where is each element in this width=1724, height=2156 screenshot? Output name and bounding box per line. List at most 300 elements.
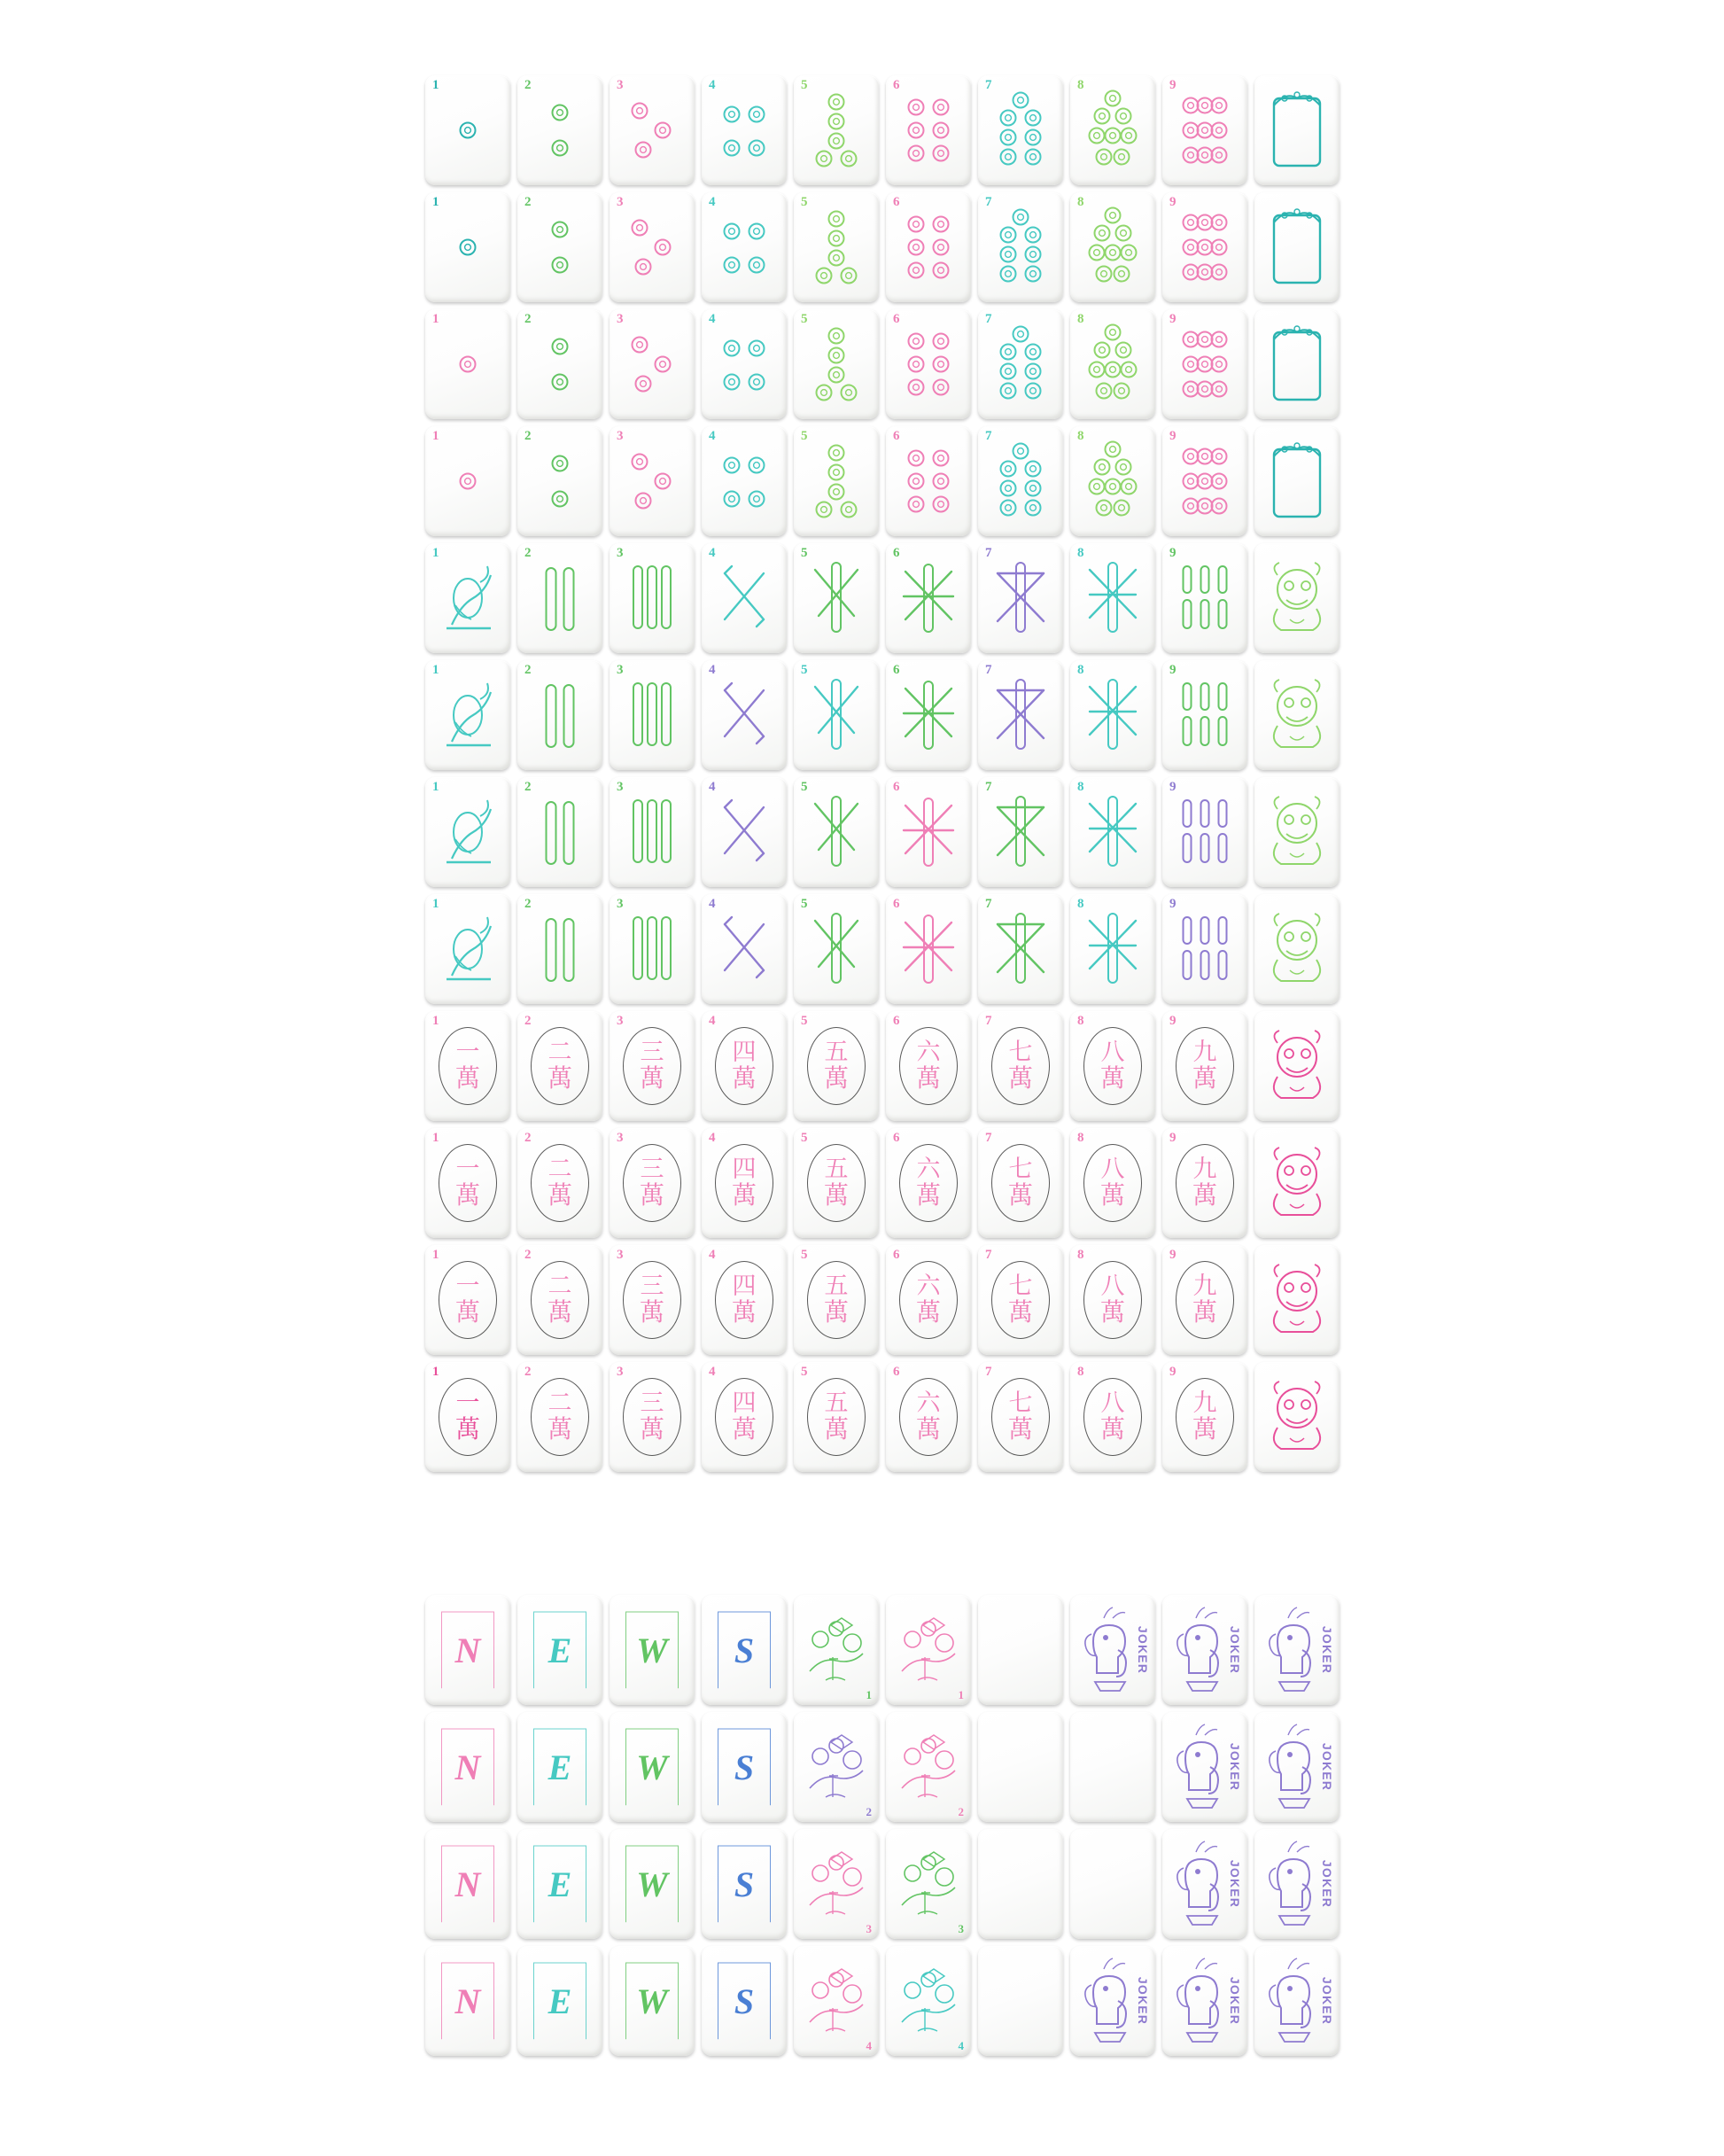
tile-blank-tile[interactable]	[978, 1595, 1063, 1705]
tile-number-label: 5	[801, 897, 808, 911]
tile-lion-dragon[interactable]	[1254, 660, 1340, 770]
tile-7-crak[interactable]	[978, 1245, 1063, 1355]
tile-blank-tile[interactable]	[978, 1829, 1063, 1939]
tile-green-dragon[interactable]	[1254, 192, 1340, 302]
crak-ring	[1176, 1378, 1234, 1456]
tile-south-wind[interactable]	[702, 1595, 787, 1705]
tile-5-dot[interactable]	[794, 426, 879, 536]
tile-face	[1070, 1712, 1155, 1822]
crak-top-character: 六	[916, 1039, 941, 1065]
tile-red-dragon-lion[interactable]	[1254, 1011, 1340, 1121]
crak-bottom-character: 萬	[731, 1182, 757, 1210]
tile-9-crak[interactable]	[1162, 1362, 1247, 1472]
tile-4-dot[interactable]	[702, 309, 787, 419]
tile-1-dot[interactable]	[425, 75, 510, 185]
tile-8-bam[interactable]	[1070, 894, 1155, 1004]
tile-number-label: 1	[432, 1248, 439, 1262]
tile-number-label: 2	[524, 1248, 532, 1262]
wind-banner	[625, 1963, 679, 2040]
tile-number-label: 3	[617, 429, 624, 443]
crak-top-character: 四	[732, 1039, 757, 1065]
crak-bottom-character: 萬	[454, 1065, 480, 1093]
tile-5-dot[interactable]	[794, 192, 879, 302]
tile-6-crak[interactable]	[886, 1128, 971, 1238]
crak-ring	[807, 1378, 866, 1456]
crak-ring	[715, 1144, 773, 1222]
crak-ring	[807, 1261, 866, 1339]
tile-flower-2[interactable]	[794, 1712, 879, 1822]
tile-west-wind[interactable]	[610, 1946, 695, 2056]
tile-9-bam[interactable]	[1162, 894, 1247, 1004]
tile-face	[1254, 1362, 1340, 1472]
joker-label: JOKER	[1228, 1625, 1242, 1675]
tile-number-label: 4	[709, 78, 716, 92]
tile-number-label: 8	[1077, 546, 1084, 560]
crak-ring	[807, 1027, 866, 1105]
tile-8-dot[interactable]	[1070, 309, 1155, 419]
tile-2-dot[interactable]	[517, 75, 602, 185]
crak-bottom-character: 萬	[1007, 1182, 1033, 1210]
tile-number-label: 6	[893, 429, 900, 443]
tile-2-dot[interactable]	[517, 309, 602, 419]
tile-number-label: 4	[709, 429, 716, 443]
tile-north-wind[interactable]	[425, 1595, 510, 1705]
crak-ring	[531, 1027, 589, 1105]
tile-red-dragon-lion[interactable]	[1254, 1128, 1340, 1238]
crak-ring	[1083, 1027, 1142, 1105]
tile-7-crak[interactable]	[978, 1128, 1063, 1238]
tile-number-label: 3	[617, 1014, 624, 1028]
tile-5-bam[interactable]	[794, 543, 879, 653]
crak-ring	[531, 1144, 589, 1222]
crak-bottom-character: 萬	[1007, 1065, 1033, 1093]
tile-number-label: 2	[524, 429, 532, 443]
tile-6-dot[interactable]	[886, 192, 971, 302]
tile-face	[702, 1712, 787, 1822]
tile-9-dot[interactable]	[1162, 75, 1247, 185]
tile-green-dragon[interactable]	[1254, 426, 1340, 536]
tile-2-crak[interactable]	[517, 1245, 602, 1355]
tile-face	[517, 1712, 602, 1822]
tile-east-wind[interactable]	[517, 1712, 602, 1822]
crak-bottom-character: 萬	[1099, 1416, 1125, 1444]
crak-bottom-character: 萬	[915, 1182, 941, 1210]
crak-top-character: 六	[916, 1156, 941, 1182]
crak-ring	[439, 1027, 497, 1105]
tile-7-dot[interactable]	[978, 426, 1063, 536]
tile-flower-4[interactable]	[794, 1946, 879, 2056]
wind-banner	[441, 1729, 494, 1806]
crak-bottom-character: 萬	[731, 1065, 757, 1093]
tile-east-wind[interactable]	[517, 1829, 602, 1939]
crak-top-character: 二	[547, 1389, 572, 1416]
tile-number-label: 7	[985, 429, 992, 443]
tile-face	[978, 1712, 1063, 1822]
tile-number-label: 9	[1169, 897, 1177, 911]
tile-joker[interactable]	[1070, 1946, 1155, 2056]
crak-top-character: 一	[455, 1039, 480, 1065]
crak-ring	[899, 1144, 958, 1222]
crak-ring	[1083, 1378, 1142, 1456]
tile-number-label: 9	[1169, 1131, 1177, 1145]
tile-red-dragon-lion[interactable]	[1254, 1362, 1340, 1472]
tile-4-bam[interactable]	[702, 543, 787, 653]
tile-face	[1070, 1829, 1155, 1939]
tile-3-crak[interactable]	[610, 1245, 695, 1355]
tile-4-bam[interactable]	[702, 894, 787, 1004]
crak-bottom-character: 萬	[915, 1299, 941, 1327]
crak-ring	[439, 1144, 497, 1222]
tile-5-crak[interactable]	[794, 1011, 879, 1121]
crak-bottom-character: 萬	[731, 1416, 757, 1444]
tile-4-crak[interactable]	[702, 1128, 787, 1238]
tile-number-label: 4	[709, 897, 716, 911]
tile-6-crak[interactable]	[886, 1245, 971, 1355]
tile-number-label: 3	[617, 1365, 624, 1379]
tile-number-label: 4	[709, 195, 716, 209]
tile-flower-2[interactable]	[886, 1712, 971, 1822]
crak-bottom-character: 萬	[1007, 1416, 1033, 1444]
crak-top-character: 一	[455, 1156, 480, 1182]
tile-face	[610, 1712, 695, 1822]
tile-joker[interactable]	[1254, 1946, 1340, 2056]
tile-lion-dragon[interactable]	[1254, 894, 1340, 1004]
crak-bottom-character: 萬	[823, 1182, 849, 1210]
tile-west-wind[interactable]	[610, 1712, 695, 1822]
tile-face	[610, 1829, 695, 1939]
tile-1-crak[interactable]	[425, 1128, 510, 1238]
tile-1-bam-bird[interactable]	[425, 660, 510, 770]
crak-bottom-character: 萬	[547, 1416, 572, 1444]
tile-number-label: 2	[524, 1365, 532, 1379]
tile-8-crak[interactable]	[1070, 1362, 1155, 1472]
tile-joker[interactable]	[1070, 1595, 1155, 1705]
tile-lion-dragon[interactable]	[1254, 777, 1340, 887]
tile-2-bam[interactable]	[517, 777, 602, 887]
crak-top-character: 九	[1192, 1273, 1217, 1299]
tile-blank-tile[interactable]	[1070, 1829, 1155, 1939]
tile-3-bam[interactable]	[610, 660, 695, 770]
crak-ring	[1083, 1144, 1142, 1222]
crak-ring	[623, 1027, 681, 1105]
wind-letter: N	[454, 1630, 481, 1670]
crak-bottom-character: 萬	[1007, 1299, 1033, 1327]
joker-label: JOKER	[1228, 1859, 1242, 1909]
tile-6-crak[interactable]	[886, 1362, 971, 1472]
crak-bottom-character: 萬	[731, 1299, 757, 1327]
tile-number-label: 8	[1077, 1248, 1084, 1262]
tile-number-label: 1	[432, 546, 439, 560]
tile-number-label: 3	[617, 78, 624, 92]
tile-7-bam[interactable]	[978, 543, 1063, 653]
crak-bottom-character: 萬	[547, 1065, 572, 1093]
tile-number-label: 4	[709, 1365, 716, 1379]
crak-top-character: 一	[455, 1273, 480, 1299]
tile-4-crak[interactable]	[702, 1011, 787, 1121]
tile-number-label: 7	[985, 897, 992, 911]
tile-6-bam[interactable]	[886, 777, 971, 887]
tile-9-dot[interactable]	[1162, 309, 1247, 419]
tile-flower-3[interactable]	[794, 1829, 879, 1939]
tile-4-dot[interactable]	[702, 75, 787, 185]
tile-9-bam[interactable]	[1162, 777, 1247, 887]
tile-face	[702, 1595, 787, 1705]
tile-1-dot[interactable]	[425, 192, 510, 302]
tile-green-dragon[interactable]	[1254, 309, 1340, 419]
tile-4-crak[interactable]	[702, 1362, 787, 1472]
tile-3-bam[interactable]	[610, 543, 695, 653]
tile-number-label: 6	[893, 1248, 900, 1262]
tile-3-dot[interactable]	[610, 426, 695, 536]
tile-6-dot[interactable]	[886, 75, 971, 185]
tile-2-dot[interactable]	[517, 192, 602, 302]
tile-4-bam[interactable]	[702, 777, 787, 887]
tile-number-label: 3	[617, 897, 624, 911]
tile-6-crak[interactable]	[886, 1011, 971, 1121]
tile-east-wind[interactable]	[517, 1946, 602, 2056]
tile-number-label: 3	[866, 1922, 872, 1935]
tile-9-dot[interactable]	[1162, 192, 1247, 302]
tile-joker[interactable]	[1162, 1595, 1247, 1705]
crak-ring	[1176, 1144, 1234, 1222]
tile-2-bam[interactable]	[517, 894, 602, 1004]
crak-bottom-character: 萬	[454, 1299, 480, 1327]
wind-letter: E	[547, 1747, 572, 1787]
tile-4-dot[interactable]	[702, 192, 787, 302]
tile-6-bam[interactable]	[886, 894, 971, 1004]
tile-north-wind[interactable]	[425, 1712, 510, 1822]
tile-5-crak[interactable]	[794, 1362, 879, 1472]
tile-6-bam[interactable]	[886, 660, 971, 770]
tile-8-crak[interactable]	[1070, 1128, 1155, 1238]
tile-4-crak[interactable]	[702, 1245, 787, 1355]
tile-joker[interactable]	[1254, 1712, 1340, 1822]
tile-9-crak[interactable]	[1162, 1245, 1247, 1355]
tile-joker[interactable]	[1254, 1595, 1340, 1705]
tile-2-crak[interactable]	[517, 1128, 602, 1238]
joker-label: JOKER	[1320, 1976, 1334, 2026]
tile-number-label: 6	[893, 312, 900, 326]
tile-1-bam-bird[interactable]	[425, 894, 510, 1004]
tile-flower-1[interactable]	[794, 1595, 879, 1705]
tile-number-label: 6	[893, 897, 900, 911]
crak-top-character: 五	[824, 1273, 849, 1299]
tile-south-wind[interactable]	[702, 1829, 787, 1939]
tile-7-crak[interactable]	[978, 1011, 1063, 1121]
tile-3-dot[interactable]	[610, 309, 695, 419]
tile-face	[610, 1946, 695, 2056]
tile-north-wind[interactable]	[425, 1946, 510, 2056]
tile-number-label: 3	[617, 663, 624, 677]
tile-3-dot[interactable]	[610, 75, 695, 185]
tile-lion-dragon[interactable]	[1254, 543, 1340, 653]
tile-7-bam[interactable]	[978, 894, 1063, 1004]
tile-joker[interactable]	[1254, 1829, 1340, 1939]
crak-top-character: 八	[1100, 1039, 1125, 1065]
tile-9-bam[interactable]	[1162, 660, 1247, 770]
tile-6-bam[interactable]	[886, 543, 971, 653]
tile-8-crak[interactable]	[1070, 1011, 1155, 1121]
tile-3-bam[interactable]	[610, 894, 695, 1004]
tile-5-bam[interactable]	[794, 894, 879, 1004]
tile-number-label: 9	[1169, 1365, 1177, 1379]
tile-5-dot[interactable]	[794, 75, 879, 185]
tile-number-label: 5	[801, 1131, 808, 1145]
crak-bottom-character: 萬	[639, 1299, 664, 1327]
tile-6-dot[interactable]	[886, 309, 971, 419]
tile-south-wind[interactable]	[702, 1712, 787, 1822]
tile-blank-tile[interactable]	[978, 1712, 1063, 1822]
crak-top-character: 九	[1192, 1156, 1217, 1182]
tile-8-bam[interactable]	[1070, 777, 1155, 887]
tile-number-label: 3	[617, 312, 624, 326]
tile-number-label: 3	[617, 546, 624, 560]
tile-flower-4[interactable]	[886, 1946, 971, 2056]
tile-blank-tile[interactable]	[1070, 1712, 1155, 1822]
tile-3-crak[interactable]	[610, 1128, 695, 1238]
tile-red-dragon-lion[interactable]	[1254, 1245, 1340, 1355]
tile-1-crak[interactable]	[425, 1011, 510, 1121]
tile-3-crak[interactable]	[610, 1011, 695, 1121]
tile-7-bam[interactable]	[978, 777, 1063, 887]
tile-number-label: 9	[1169, 429, 1177, 443]
tile-west-wind[interactable]	[610, 1595, 695, 1705]
tile-3-crak[interactable]	[610, 1362, 695, 1472]
tile-1-crak[interactable]	[425, 1362, 510, 1472]
tile-face	[1254, 1128, 1340, 1238]
tile-2-bam[interactable]	[517, 660, 602, 770]
tile-number-label: 8	[1077, 429, 1084, 443]
tile-face	[1254, 777, 1340, 887]
crak-top-character: 四	[732, 1156, 757, 1182]
wind-banner	[625, 1846, 679, 1923]
wind-letter: N	[454, 1747, 481, 1787]
tile-7-dot[interactable]	[978, 192, 1063, 302]
tile-9-dot[interactable]	[1162, 426, 1247, 536]
tile-5-bam[interactable]	[794, 777, 879, 887]
tile-joker[interactable]	[1162, 1829, 1247, 1939]
tile-face	[1254, 1245, 1340, 1355]
tile-east-wind[interactable]	[517, 1595, 602, 1705]
tile-5-dot[interactable]	[794, 309, 879, 419]
tile-flower-3[interactable]	[886, 1829, 971, 1939]
tile-5-crak[interactable]	[794, 1245, 879, 1355]
tile-6-dot[interactable]	[886, 426, 971, 536]
tile-8-dot[interactable]	[1070, 426, 1155, 536]
tile-west-wind[interactable]	[610, 1829, 695, 1939]
tile-8-dot[interactable]	[1070, 192, 1155, 302]
tile-number-label: 3	[617, 1248, 624, 1262]
crak-bottom-character: 萬	[639, 1416, 664, 1444]
tile-number-label: 7	[985, 663, 992, 677]
tile-7-crak[interactable]	[978, 1362, 1063, 1472]
tile-4-bam[interactable]	[702, 660, 787, 770]
tile-9-crak[interactable]	[1162, 1011, 1247, 1121]
tile-5-bam[interactable]	[794, 660, 879, 770]
tile-number-label: 2	[524, 897, 532, 911]
tile-joker[interactable]	[1162, 1946, 1247, 2056]
tile-number-label: 9	[1169, 780, 1177, 794]
crak-top-character: 七	[1008, 1156, 1033, 1182]
joker-label: JOKER	[1320, 1742, 1334, 1792]
tile-1-dot[interactable]	[425, 426, 510, 536]
crak-top-character: 六	[916, 1273, 941, 1299]
tile-4-dot[interactable]	[702, 426, 787, 536]
tile-8-crak[interactable]	[1070, 1245, 1155, 1355]
tile-number-label: 8	[1077, 78, 1084, 92]
tile-number-label: 1	[432, 78, 439, 92]
tile-blank-tile[interactable]	[978, 1946, 1063, 2056]
tile-3-dot[interactable]	[610, 192, 695, 302]
crak-top-character: 四	[732, 1389, 757, 1416]
tile-green-dragon[interactable]	[1254, 75, 1340, 185]
tile-2-bam[interactable]	[517, 543, 602, 653]
crak-top-character: 九	[1192, 1039, 1217, 1065]
tile-joker[interactable]	[1162, 1712, 1247, 1822]
tile-8-bam[interactable]	[1070, 660, 1155, 770]
tile-9-bam[interactable]	[1162, 543, 1247, 653]
crak-ring	[531, 1378, 589, 1456]
tile-number-label: 6	[893, 78, 900, 92]
tile-2-crak[interactable]	[517, 1011, 602, 1121]
tile-face	[1254, 894, 1340, 1004]
wind-banner	[533, 1846, 586, 1923]
tile-number-label: 7	[985, 1365, 992, 1379]
tile-number-label: 5	[801, 663, 808, 677]
tile-number-label: 6	[893, 1014, 900, 1028]
tile-number-label: 4	[709, 1014, 716, 1028]
tile-south-wind[interactable]	[702, 1946, 787, 2056]
tile-face	[425, 1829, 510, 1939]
tile-north-wind[interactable]	[425, 1829, 510, 1939]
tile-1-crak[interactable]	[425, 1245, 510, 1355]
crak-ring	[531, 1261, 589, 1339]
tile-9-crak[interactable]	[1162, 1128, 1247, 1238]
tile-1-dot[interactable]	[425, 309, 510, 419]
tile-number-label: 7	[985, 1014, 992, 1028]
tile-1-bam-bird[interactable]	[425, 777, 510, 887]
crak-ring	[623, 1261, 681, 1339]
crak-ring	[991, 1144, 1050, 1222]
crak-top-character: 七	[1008, 1273, 1033, 1299]
tile-8-bam[interactable]	[1070, 543, 1155, 653]
tile-2-crak[interactable]	[517, 1362, 602, 1472]
tile-7-bam[interactable]	[978, 660, 1063, 770]
tile-1-bam-bird[interactable]	[425, 543, 510, 653]
tile-5-crak[interactable]	[794, 1128, 879, 1238]
crak-top-character: 八	[1100, 1389, 1125, 1416]
tile-number-label: 6	[893, 546, 900, 560]
tile-face	[425, 1595, 510, 1705]
crak-top-character: 八	[1100, 1273, 1125, 1299]
crak-ring	[1083, 1261, 1142, 1339]
wind-letter: S	[734, 1630, 755, 1670]
tile-7-dot[interactable]	[978, 75, 1063, 185]
crak-ring	[1176, 1027, 1234, 1105]
tile-flower-1[interactable]	[886, 1595, 971, 1705]
tile-number-label: 4	[866, 2039, 872, 2052]
tile-8-dot[interactable]	[1070, 75, 1155, 185]
wind-banner	[718, 1963, 771, 2040]
tile-number-label: 1	[432, 312, 439, 326]
tile-2-dot[interactable]	[517, 426, 602, 536]
tile-3-bam[interactable]	[610, 777, 695, 887]
tile-number-label: 4	[709, 780, 716, 794]
tile-face	[517, 1829, 602, 1939]
tile-7-dot[interactable]	[978, 309, 1063, 419]
tile-number-label: 5	[801, 78, 808, 92]
joker-label: JOKER	[1136, 1976, 1150, 2026]
